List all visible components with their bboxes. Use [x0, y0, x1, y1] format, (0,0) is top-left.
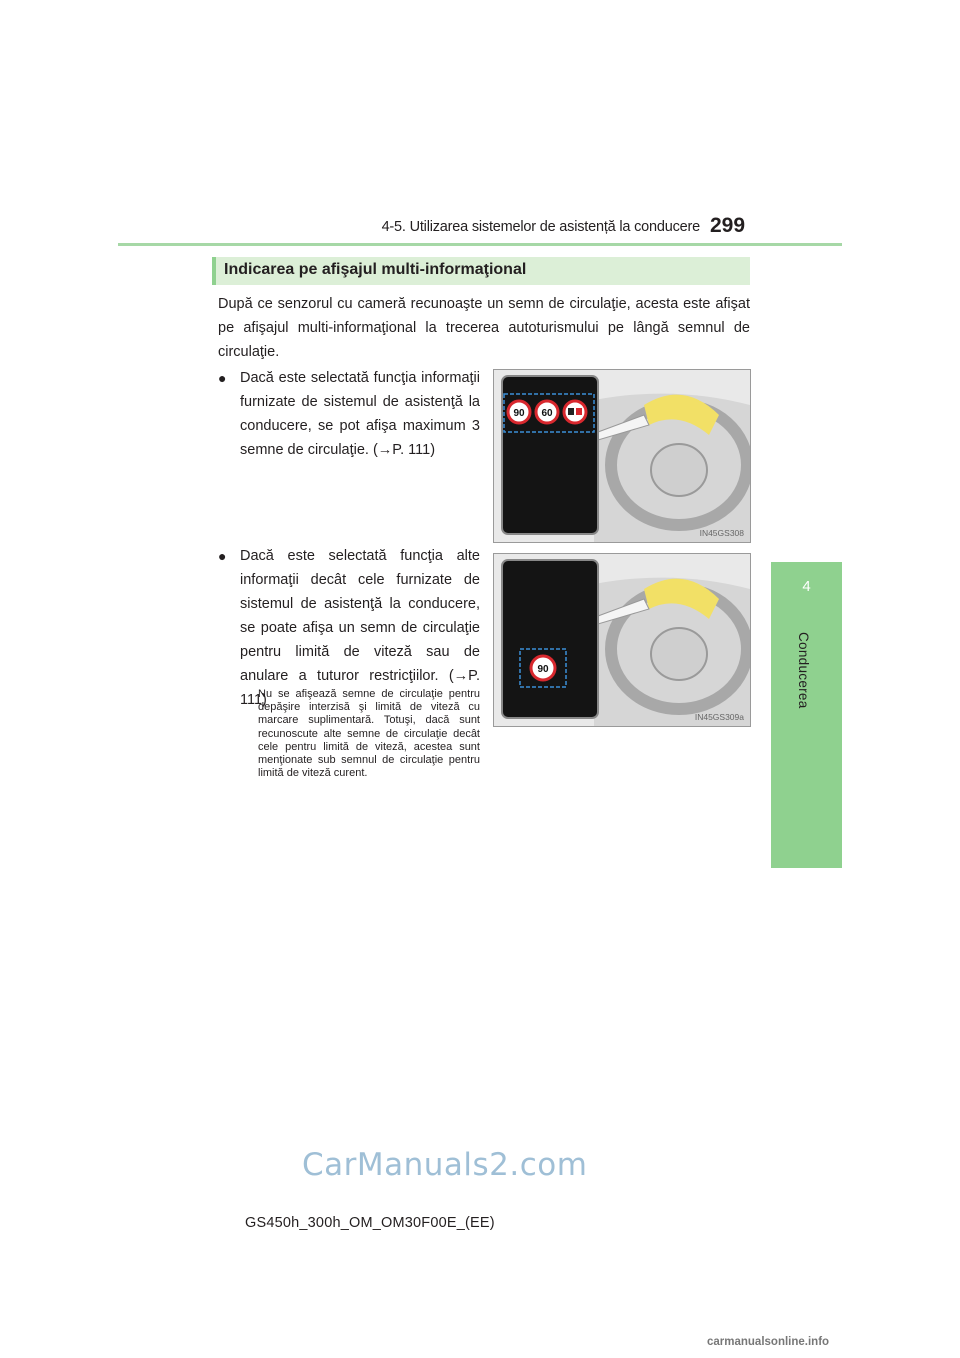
bullet-dot-icon: ● [218, 548, 227, 564]
sign-label: 90 [537, 664, 549, 675]
bullet-item [218, 366, 480, 462]
figure-code: IN45GS308 [699, 528, 744, 538]
no-overtaking-sign-icon [564, 401, 586, 423]
speed-sign-icon [531, 656, 555, 680]
speed-sign-icon [536, 401, 558, 423]
bullet-item [218, 544, 480, 712]
page-number: 299 [710, 214, 746, 237]
chapter-label: Conducerea [796, 632, 811, 709]
speed-sign-icon [508, 401, 530, 423]
sign-label: 60 [541, 408, 553, 419]
figure-code: IN45GS309a [694, 712, 744, 722]
sign-label: 90 [513, 408, 525, 419]
dashboard-illustration [494, 554, 750, 726]
section-title: Indicarea pe afişajul multi-informaţional [224, 261, 527, 278]
bullet-text: Dacă este selectată funcţia alte informaţii decât cele furnizate de sistemul de asistenţă la conducere, se poate afişa un semn de circulaţie pentru limită de viteză sau de anulare a tuturor restricţiilor. (→P. 111) [240, 548, 480, 708]
bullet-dot-icon: ● [218, 370, 227, 386]
dashboard-illustration [494, 370, 750, 542]
header-divider [118, 243, 842, 246]
watermark-logo[interactable]: CarManuals2.com [302, 1147, 588, 1183]
figure-dashboard-one-sign [493, 553, 751, 727]
header-section-title: 4-5. Utilizarea sistemelor de asistență la conducere [381, 219, 700, 235]
bullet-text: Dacă este selectată funcţia informaţii furnizate de sistemul de asistenţă la conducere, se pot afişa maximum 3 semne de circulaţie. (→P. 111) [240, 370, 480, 458]
watermark-url[interactable]: carmanualsonline.info [707, 1336, 830, 1348]
note-text: Nu se afişează semne de circulaţie pentru depăşire interzisă şi limită de viteză cu marcare suplimentară. Totuşi, dacă sunt recunoscute alte semne de circulaţie decât cele pentru limită de viteză, acestea sunt menţionate sub semnul de circulaţie pentru limită de viteză curent. [258, 688, 480, 780]
intro-paragraph: După ce senzorul cu cameră recunoaşte un semn de circulaţie, acesta este afişat pe afişajul multi-informaţional la trecerea autoturismului pe lângă semnul de circulaţie. [218, 296, 750, 360]
footer-document-code: GS450h_300h_OM_OM30F00E_(EE) [245, 1215, 495, 1231]
chapter-number: 4 [802, 578, 811, 595]
figure-dashboard-three-signs [493, 369, 751, 543]
